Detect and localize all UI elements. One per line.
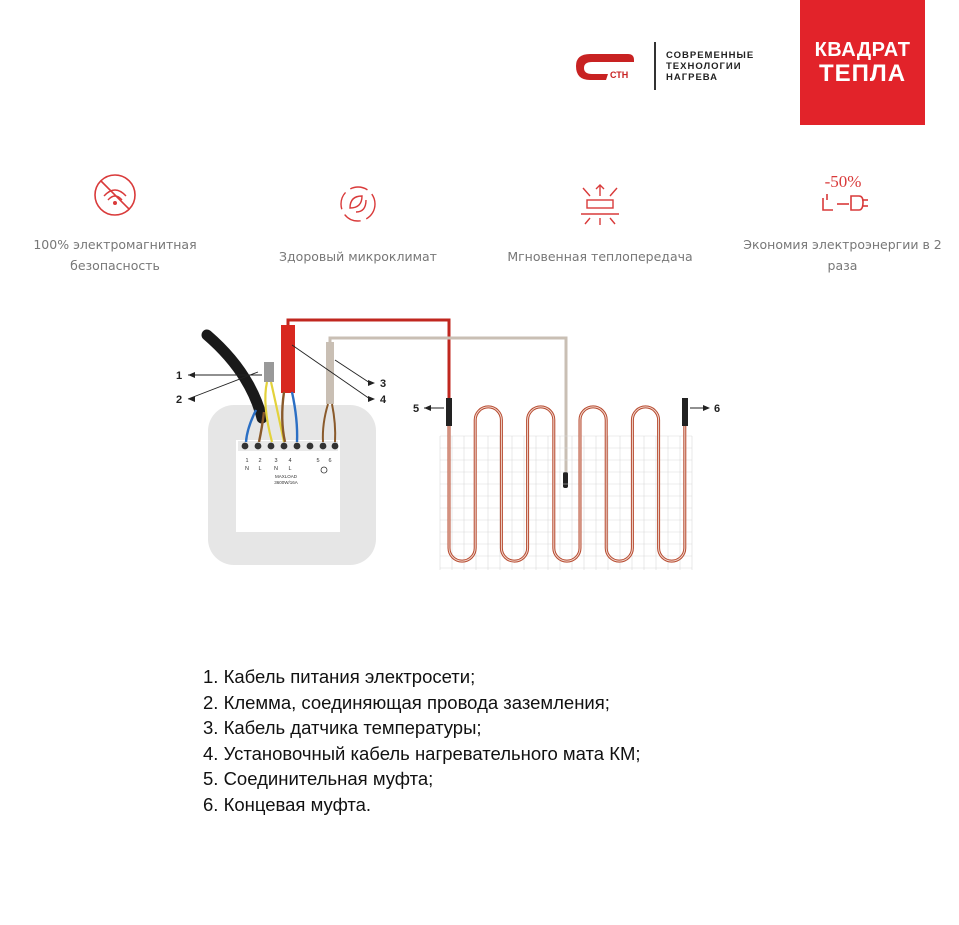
feature-label: 100% электромагнитная безопасность	[33, 237, 197, 273]
energy-saving-icon	[815, 170, 871, 220]
feature-energy-saving	[740, 170, 945, 276]
cth-abbr: СТН	[610, 70, 629, 80]
end-coupling	[682, 398, 688, 426]
company-name-line: СОВРЕМЕННЫЕ	[666, 49, 755, 61]
feature-label: Экономия электроэнергии в 2 раза	[743, 237, 942, 273]
brand-line-1: КВАДРАТ	[814, 38, 911, 61]
legend-list	[203, 664, 641, 817]
terminal-label: 6	[328, 458, 332, 464]
callout-label: 2	[176, 394, 183, 406]
wiring-diagram	[170, 315, 730, 590]
device-text: 3600W/16A	[274, 480, 298, 485]
callout-label: 6	[714, 403, 721, 415]
terminal-letter: N	[274, 466, 278, 472]
legend-item: 2. Клемма, соединяющая провода заземления;	[203, 691, 610, 713]
ground-clamp	[264, 362, 274, 382]
thermostat-body	[236, 440, 340, 532]
temperature-sensor	[563, 472, 568, 488]
legend-item: 4. Установочный кабель нагревательного мата КМ;	[203, 742, 641, 764]
terminal-label: 5	[316, 458, 320, 464]
feature-microclimate	[268, 182, 448, 267]
device-text: MAXLOAD	[274, 474, 298, 479]
logo-divider	[654, 42, 656, 90]
feature-heat-transfer	[500, 182, 700, 267]
mat-install-cable	[281, 325, 295, 393]
company-name-line: НАГРЕВА	[666, 71, 719, 83]
callout-label: 3	[380, 378, 387, 390]
heat-transfer-icon	[575, 182, 625, 226]
terminal-label: 2	[258, 458, 262, 464]
company-name-line: ТЕХНОЛОГИИ	[666, 60, 742, 72]
callout-label: 4	[380, 394, 387, 406]
callout-label: 5	[413, 403, 420, 415]
legend-item: 3. Кабель датчика температуры;	[203, 717, 482, 738]
feature-emf-safety	[25, 170, 205, 276]
terminal-label: 1	[245, 458, 249, 464]
terminal-letter: N	[245, 466, 249, 472]
cth-logo-mark	[570, 40, 648, 92]
legend-item: 6. Концевая муфта.	[203, 793, 372, 815]
legend-item: 1. Кабель питания электросети;	[203, 666, 476, 687]
terminal-label: 4	[288, 458, 292, 464]
legend-item: 5. Соединительная муфта;	[203, 768, 434, 789]
terminal-label: 3	[274, 458, 278, 464]
brand-line-2: ТЕПЛА	[818, 59, 907, 87]
emf-shield-icon	[90, 170, 140, 220]
energy-badge: -50%	[824, 172, 861, 191]
brand-badge[interactable]	[800, 0, 925, 125]
terminal-letter: L	[258, 466, 262, 472]
feature-label: Мгновенная теплопередача	[507, 249, 693, 264]
leaf-cycle-icon	[336, 182, 380, 226]
feature-label: Здоровый микроклимат	[279, 249, 437, 264]
cth-logo	[570, 40, 770, 92]
callout-label: 1	[176, 370, 183, 382]
company-name	[666, 50, 754, 83]
terminal-letter: L	[288, 466, 292, 472]
connection-coupling	[446, 398, 452, 426]
